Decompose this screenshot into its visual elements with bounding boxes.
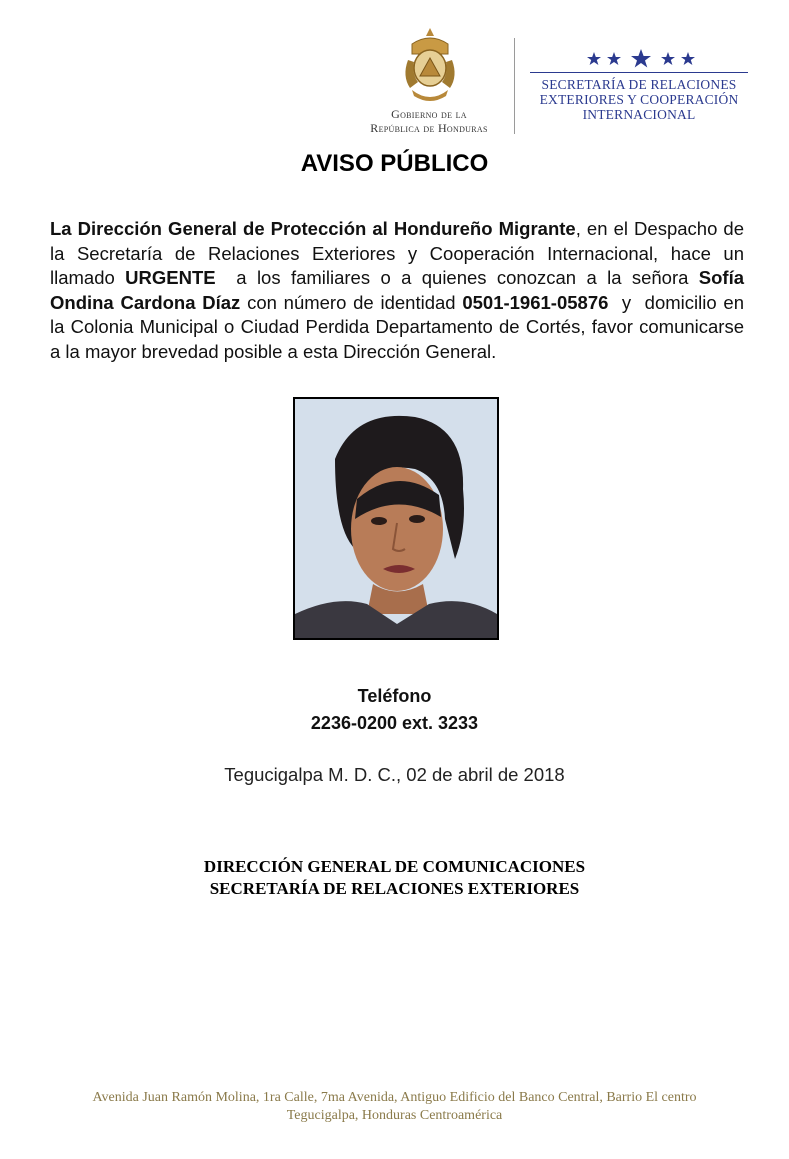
address	[0, 1089, 789, 1125]
ministry-line-3: INTERNACIONAL	[582, 107, 696, 122]
person-name: Sofía Ondina Cardona Díaz	[50, 267, 744, 313]
issuing-org-line-1: DIRECCIÓN GENERAL DE COMUNICACIONES	[203, 857, 586, 876]
notice-body	[50, 217, 750, 364]
government-name	[344, 107, 514, 135]
body-text-4: y domicilio en la Colonia Municipal o Ciudad Perdida Departamento de Cortés, favor comunicarse a la mayor brevedad posible a esta Dirección General.	[50, 291, 750, 362]
body-text-1: , en el Despacho de la Secretaría de Relaciones Exteriores y Cooperación Internacional, hace un llamado	[50, 218, 745, 288]
government-line-2: República de Honduras	[370, 121, 488, 135]
address-line-1: Avenida Juan Ramón Molina, 1ra Calle, 7ma Avenida, Antiguo Edificio del Banco Central, Barrio El centro	[92, 1090, 697, 1105]
address-line-2: Tegucigalpa, Honduras Centroamérica	[286, 1108, 503, 1123]
urgent-label: URGENTE	[125, 267, 216, 288]
ministry-line-2: EXTERIORES Y COOPERACIÓN	[539, 92, 739, 107]
person-photo	[293, 397, 499, 640]
issuing-organization	[0, 856, 789, 900]
body-text-3: con número de identidad	[240, 291, 463, 313]
government-line-1: Gobierno de la	[391, 107, 467, 121]
portrait-image	[295, 399, 497, 638]
place-and-date: Tegucigalpa M. D. C., 02 de abril de 2018	[224, 764, 565, 785]
id-number: 0501-1961-05876	[462, 291, 609, 313]
header-divider	[514, 38, 515, 134]
stars-icon	[586, 48, 696, 68]
notice-title: AVISO PÚBLICO	[300, 150, 489, 177]
honduras-coat-of-arms-icon	[398, 24, 462, 106]
ministry-line-1: SECRETARÍA DE RELACIONES	[541, 77, 737, 92]
phone-label: Teléfono	[357, 686, 432, 706]
phone-number: 2236-0200 ext. 3233	[310, 713, 479, 733]
directorate-name: La Dirección General de Protección al Hondureño Migrante	[50, 218, 576, 239]
body-text-2: a los familiares o a quienes conozcan a la señora	[215, 267, 699, 288]
issuing-org-line-2: SECRETARÍA DE RELACIONES EXTERIORES	[209, 879, 580, 898]
ministry-rule	[530, 72, 748, 73]
ministry-name	[528, 77, 750, 122]
